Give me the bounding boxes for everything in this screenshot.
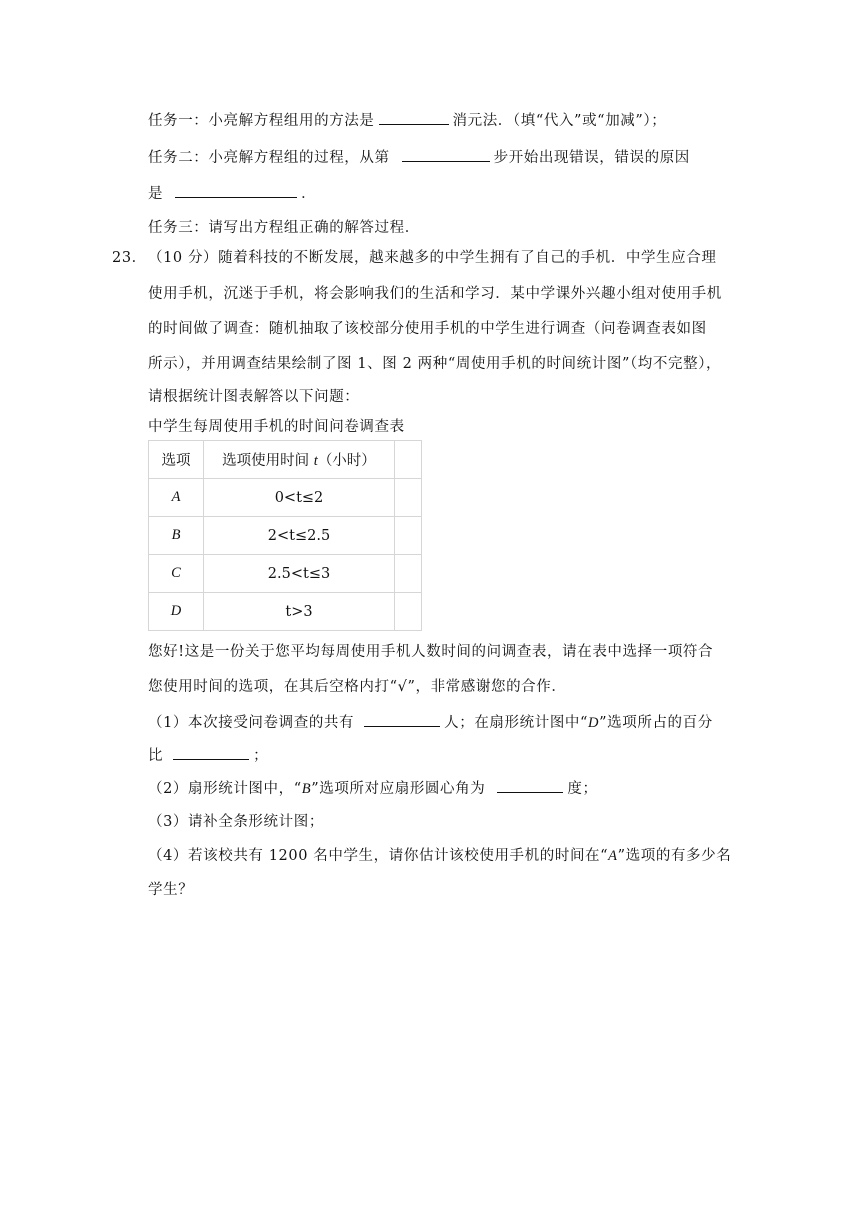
sub3-line: （3）请补全条形统计图； [148, 814, 324, 830]
sub1-text-mid: 人；在扇形统计图中“ [444, 715, 589, 731]
sub1-percent-end: ； [253, 748, 269, 764]
sub1-option: D [588, 715, 600, 731]
option-cell [149, 555, 204, 593]
note-line-1: 您好!这是一份关于您平均每周使用手机人数时间的问调查表，请在表中选择一项符合 [148, 644, 714, 660]
task2-text-end: 步开始出现错误，错误的原因 [493, 150, 690, 166]
sub4-option: A [608, 848, 618, 864]
option-label: B [171, 527, 181, 543]
sub1-text-end: ”选项所占的百分 [599, 715, 713, 731]
task2-blank[interactable] [402, 147, 490, 162]
sub2-angle-blank[interactable] [497, 778, 563, 793]
header-time-var: t [313, 453, 318, 469]
survey-table [148, 440, 422, 631]
q23-line-1: （10 分）随着科技的不断发展，越来越多的中学生拥有了自己的手机．中学生应合理 [148, 250, 717, 266]
sub2-text-end: 度； [567, 781, 598, 797]
header-time-text: 选项使用时间 [222, 453, 310, 469]
sub2-text: （2）扇形统计图中，“ [148, 781, 302, 797]
q23-number: 23． [112, 250, 147, 266]
q23-line-3: 的时间做了调查：随机抽取了该校部分使用手机的中学生进行调查（问卷调查表如图 [148, 321, 707, 337]
task2-reason-end: ． [301, 186, 317, 202]
option-label: C [171, 565, 181, 581]
sub4-text-end: ”选项的有多少名 [617, 848, 732, 864]
sub2-line [148, 778, 598, 799]
q23-line-2: 使用手机，沉迷于手机，将会影响我们的生活和学习．某中学课外兴趣小组对使用手机 [148, 286, 722, 302]
sub1-percent-blank[interactable] [173, 745, 249, 760]
option-cell [149, 593, 204, 631]
note-line-2: 您使用时间的选项，在其后空格内打“√”，非常感谢您的合作． [148, 679, 567, 695]
task1-blank[interactable] [379, 110, 449, 125]
task2-text: 任务二：小亮解方程组的过程，从第 [148, 150, 390, 166]
header-time-unit: （小时） [317, 453, 376, 469]
q23-line-5: 请根据统计图表解答以下问题： [148, 389, 360, 405]
range-cell: 0<t≤2 [204, 479, 395, 517]
table-row [149, 479, 422, 517]
sub1-text: （1）本次接受问卷调查的共有 [148, 715, 355, 731]
option-label: A [171, 489, 181, 505]
task3-line: 任务三：请写出方程组正确的解答过程． [148, 220, 420, 236]
sub4-text: （4）若该校共有 1200 名中学生，请你估计该校使用手机的时间在“ [148, 848, 609, 864]
task2-reason-label: 是 [148, 186, 164, 202]
task1-line [148, 110, 666, 131]
check-cell[interactable] [395, 593, 422, 631]
sub1-count-blank[interactable] [364, 712, 440, 727]
range-cell: 2.5<t≤3 [204, 555, 395, 593]
table-row [149, 593, 422, 631]
sub4-line-2: 学生？ [148, 882, 194, 898]
table-row [149, 517, 422, 555]
task2-reason-blank[interactable] [175, 183, 297, 198]
sub1-percent-label: 比 [148, 748, 164, 764]
table-header-row [149, 441, 422, 479]
check-cell[interactable] [395, 479, 422, 517]
task2-line [148, 147, 690, 168]
task2-line-2 [148, 183, 316, 204]
range-cell: 2<t≤2.5 [204, 517, 395, 555]
header-option: 选项 [149, 441, 204, 479]
task1-text-end: 消元法．（填“代入”或“加减”）； [452, 113, 667, 129]
sub2-option: B [301, 781, 312, 797]
option-cell [149, 517, 204, 555]
q23-line-4: 所示），并用调查结果绘制了图 1、图 2 两种“周使用手机的时间统计图”（均不完整）， [148, 356, 722, 372]
sub1-line [148, 712, 713, 733]
table-row [149, 555, 422, 593]
option-label: D [170, 603, 182, 619]
header-check [395, 441, 422, 479]
sub2-text-mid: ”选项所对应扇形圆心角为 [311, 781, 486, 797]
task1-text: 任务一：小亮解方程组用的方法是 [148, 113, 375, 129]
option-cell [149, 479, 204, 517]
check-cell[interactable] [395, 517, 422, 555]
range-cell: t>3 [204, 593, 395, 631]
sub4-line [148, 846, 731, 866]
header-time [204, 441, 395, 479]
sub1-line-2 [148, 745, 268, 766]
check-cell[interactable] [395, 555, 422, 593]
survey-title: 中学生每周使用手机的时间问卷调查表 [148, 419, 405, 435]
